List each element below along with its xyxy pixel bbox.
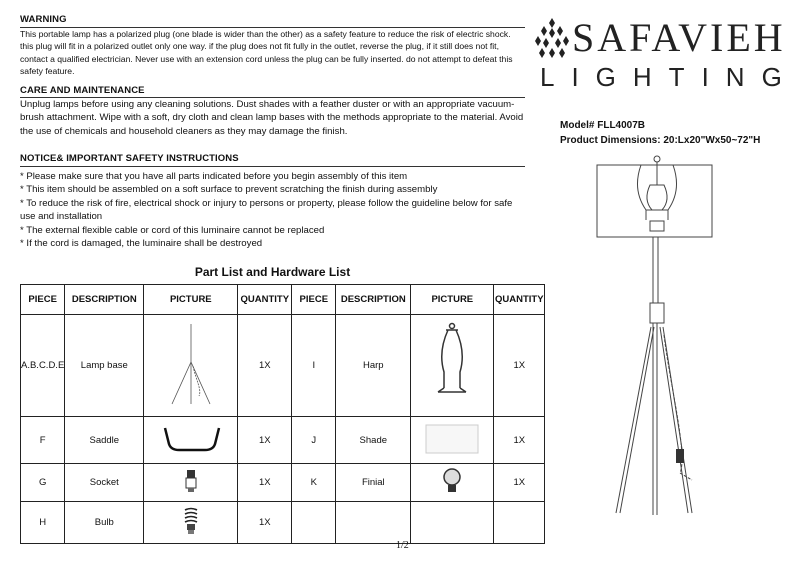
care-text: Unplug lamps before using any cleaning solutions. Dust shades with a feather duster or with an appropriate vacuum-brush attachment. Wipe with a soft, dry cloth and clean lamp bases with the methods appropriate to the material. Avoid the use of chemicals and household cleaners as they may damage the finish. <box>20 99 524 137</box>
table-header-row <box>21 285 545 315</box>
quantity-cell: 1X <box>238 417 292 464</box>
piece-cell <box>292 502 336 544</box>
quantity-cell: 1X <box>238 502 292 544</box>
notice-item: * This item should be assembled on a soft surface to prevent scratching the finish during assembly <box>20 184 438 196</box>
column-header: PICTURE <box>411 285 494 315</box>
finial-icon <box>441 467 463 495</box>
divider <box>20 166 525 167</box>
floor-lamp-illustration <box>580 155 730 533</box>
page-number: 1/2 <box>396 540 409 551</box>
piece-cell: J <box>292 417 336 464</box>
brand-sub: LIGHTING <box>540 62 799 92</box>
column-header: PICTURE <box>144 285 238 315</box>
quantity-cell: 1X <box>494 315 545 417</box>
piece-cell: K <box>292 464 336 502</box>
column-header: DESCRIPTION <box>336 285 411 315</box>
column-header: PIECE <box>292 285 336 315</box>
brand-logo <box>532 14 799 94</box>
description-cell: Bulb <box>65 502 144 544</box>
quantity-cell: 1X <box>238 315 292 417</box>
piece-cell: H <box>21 502 65 544</box>
socket-icon <box>184 468 198 494</box>
notice-item: * To reduce the risk of fire, electrical shock or injury to persons or property, please follow the guideline below for safe use and installation <box>20 197 513 223</box>
picture-cell <box>144 417 238 464</box>
table-row <box>21 464 545 502</box>
bulb-icon <box>182 506 200 536</box>
description-cell: Saddle <box>65 417 144 464</box>
harp-icon <box>432 322 472 406</box>
lamp-base-icon <box>166 322 216 406</box>
table-row <box>21 315 545 417</box>
description-cell: Harp <box>336 315 411 417</box>
piece-cell: G <box>21 464 65 502</box>
picture-cell <box>411 315 494 417</box>
parts-list-title: Part List and Hardware List <box>194 265 351 279</box>
piece-cell: F <box>21 417 65 464</box>
quantity-cell: 1X <box>494 464 545 502</box>
model-number: Model# FLL4007B <box>560 120 646 131</box>
warning-text: This portable lamp has a polarized plug (one blade is wider than the other) as a safety feature to reduce the risk of electric shock. this plug will fit in a polarized outlet only one way. if the plug does not fit fully in the outlet, reverse the plug, if it still does not fit, contact a qualified electrician. Never use with an extension cord unless the plug can be fully inserted. do not attempt to defeat this safety feature. <box>20 29 513 77</box>
warning-heading: WARNING <box>20 14 67 25</box>
quantity-cell <box>494 502 545 544</box>
shade-icon <box>422 422 482 456</box>
table-row <box>21 502 545 544</box>
column-header: DESCRIPTION <box>65 285 144 315</box>
picture-cell <box>411 502 494 544</box>
notice-item: * Please make sure that you have all parts indicated before you begin assembly of this item <box>20 171 408 182</box>
column-header: QUANTITY <box>238 285 292 315</box>
description-cell: Shade <box>336 417 411 464</box>
parts-table <box>20 284 545 544</box>
care-heading: CARE AND MAINTENANCE <box>20 85 145 96</box>
description-cell <box>336 502 411 544</box>
piece-cell: I <box>292 315 336 417</box>
notice-heading: NOTICE& IMPORTANT SAFETY INSTRUCTIONS <box>20 153 239 164</box>
description-cell: Finial <box>336 464 411 502</box>
column-header: PIECE <box>21 285 65 315</box>
picture-cell <box>144 315 238 417</box>
column-header: QUANTITY <box>494 285 545 315</box>
notice-item: * If the cord is damaged, the luminaire shall be destroyed <box>20 238 263 250</box>
picture-cell <box>411 417 494 464</box>
chandelier-logo-icon <box>532 18 572 64</box>
quantity-cell: 1X <box>238 464 292 502</box>
picture-cell <box>411 464 494 502</box>
saddle-icon <box>161 424 221 454</box>
product-dimensions: Product Dimensions: 20:Lx20"Wx50~72"H <box>560 135 761 146</box>
brand-name: SAFAVIEH <box>572 15 786 60</box>
description-cell: Socket <box>65 464 144 502</box>
piece-cell: A.B.C.D.E <box>21 315 65 417</box>
quantity-cell: 1X <box>494 417 545 464</box>
notice-item: * The external flexible cable or cord of this luminaire cannot be replaced <box>20 224 325 236</box>
picture-cell <box>144 464 238 502</box>
picture-cell <box>144 502 238 544</box>
table-row <box>21 417 545 464</box>
notice-list <box>20 170 525 250</box>
description-cell: Lamp base <box>65 315 144 417</box>
